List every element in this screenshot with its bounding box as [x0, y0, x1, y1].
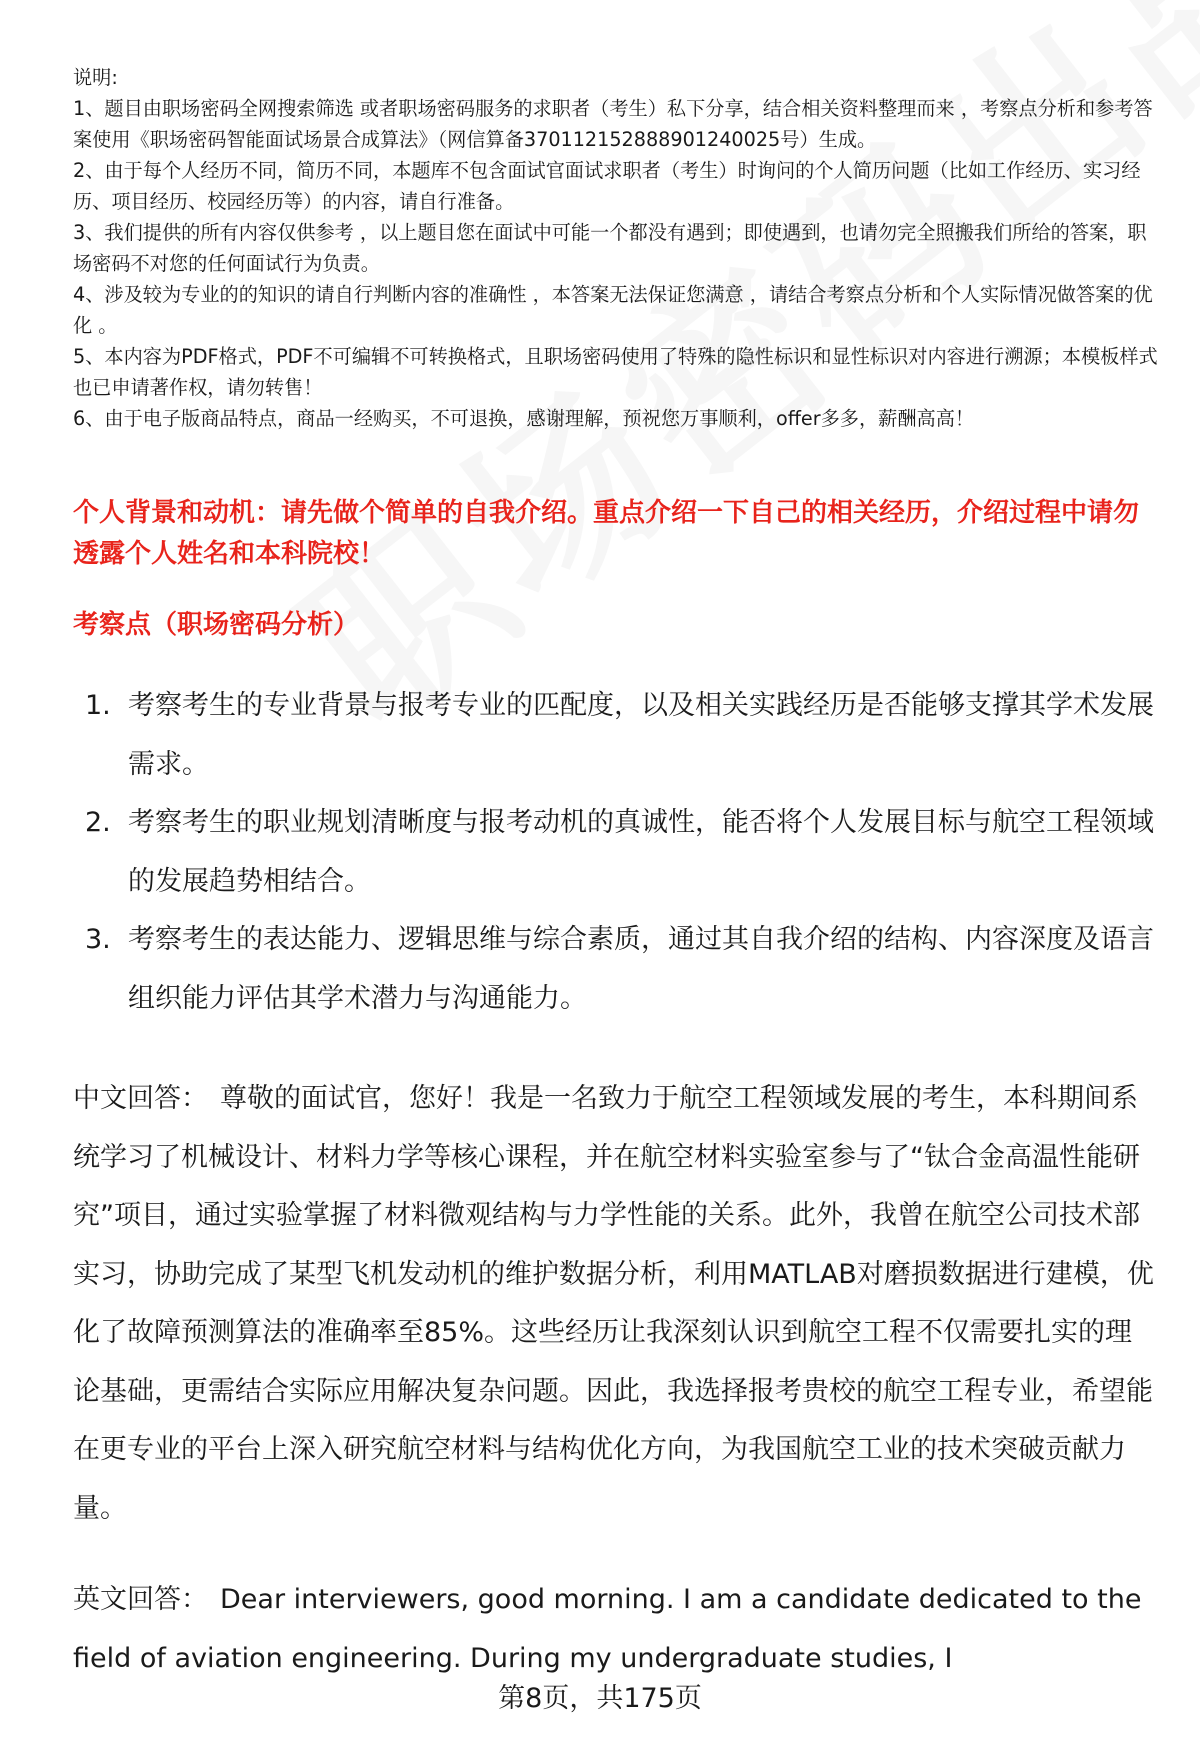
list-item [73, 677, 1158, 794]
list-item [73, 794, 1158, 911]
english-answer-label: 英文回答： [73, 1584, 208, 1615]
list-number: 3. [85, 924, 111, 955]
list-item-text: 考察考生的表达能力、逻辑思维与综合素质，通过其自我介绍的结构、内容深度及语言组织能力评估其学术潜力与沟通能力。 [128, 924, 1154, 1014]
disclaimer-notes [73, 62, 1158, 434]
note-item: 6、由于电子版商品特点，商品一经购买，不可退换，感谢理解，预祝您万事顺利，offer多多，薪酬高高！ [73, 407, 975, 430]
note-item: 4、涉及较为专业的的知识的请自行判断内容的准确性 ，本答案无法保证您满意 ，请结合考察点分析和个人实际情况做答案的优化 。 [73, 283, 1153, 337]
chinese-answer [73, 1070, 1158, 1538]
page-number: 第8页，共175页 [498, 1683, 702, 1714]
list-number: 1. [85, 690, 111, 721]
note-item: 5、本内容为PDF格式，PDF不可编辑不可转换格式，且职场密码使用了特殊的隐性标识和显性标识对内容进行溯源；本模板样式也已申请著作权，请勿转售！ [73, 345, 1158, 399]
chinese-answer-text: 尊敬的面试官，您好！我是一名致力于航空工程领域发展的考生，本科期间系统学习了机械设计、材料力学等核心课程，并在航空材料实验室参与了“钛合金高温性能研究”项目，通过实验掌握了材料微观结构与力学性能的关系。此外，我曾在航空公司技术部实习，协助完成了某型飞机发动机的维护数据分析，利用MATLAB对磨损数据进行建模，优化了故障预测算法的准确率至85%。这些经历让我深刻认识到航空工程不仅需要扎实的理论基础，更需结合实际应用解决复杂问题。因此，我选择报考贵校的航空工程专业，希望能在更专业的平台上深入研究航空材料与结构优化方向，为我国航空工业的技术突破贡献力量。 [73, 1083, 1154, 1524]
analysis-title: 考察点（职场密码分析） [73, 610, 360, 640]
note-item: 1、题目由职场密码全网搜索筛选 或者职场密码服务的求职者（考生）私下分享，结合相关资料整理而来 ，考察点分析和参考答案使用《职场密码智能面试场景合成算法》（网信算备370112152888901240025号）生成。 [73, 97, 1153, 151]
list-item [73, 911, 1158, 1028]
interview-question: 个人背景和动机：请先做个简单的自我介绍。重点介绍一下自己的相关经历，介绍过程中请勿透露个人姓名和本科院校！ [73, 498, 1140, 569]
note-item: 3、我们提供的所有内容仅供参考 ，以上题目您在面试中可能一个都没有遇到；即使遇到，也请勿完全照搬我们所给的答案，职场密码不对您的任何面试行为负责。 [73, 221, 1147, 275]
chinese-answer-label: 中文回答： [73, 1083, 208, 1114]
notes-heading: 说明: [73, 66, 118, 89]
english-answer [73, 1571, 1158, 1688]
list-item-text: 考察考生的职业规划清晰度与报考动机的真诚性，能否将个人发展目标与航空工程领域的发展趋势相结合。 [128, 807, 1154, 897]
english-answer-text: Dear interviewers, good morning. I am a candidate dedicated to the field of aviation engineering. During my undergraduate studies, I [73, 1584, 1142, 1674]
list-number: 2. [85, 807, 111, 838]
note-item: 2、由于每个人经历不同，简历不同，本题库不包含面试官面试求职者（考生）时询问的个人简历问题（比如工作经历、实习经历、项目经历、校园经历等）的内容，请自行准备。 [73, 159, 1141, 213]
list-item-text: 考察考生的专业背景与报考专业的匹配度，以及相关实践经历是否能够支撑其学术发展需求。 [128, 690, 1154, 780]
analysis-points [73, 677, 1158, 1028]
